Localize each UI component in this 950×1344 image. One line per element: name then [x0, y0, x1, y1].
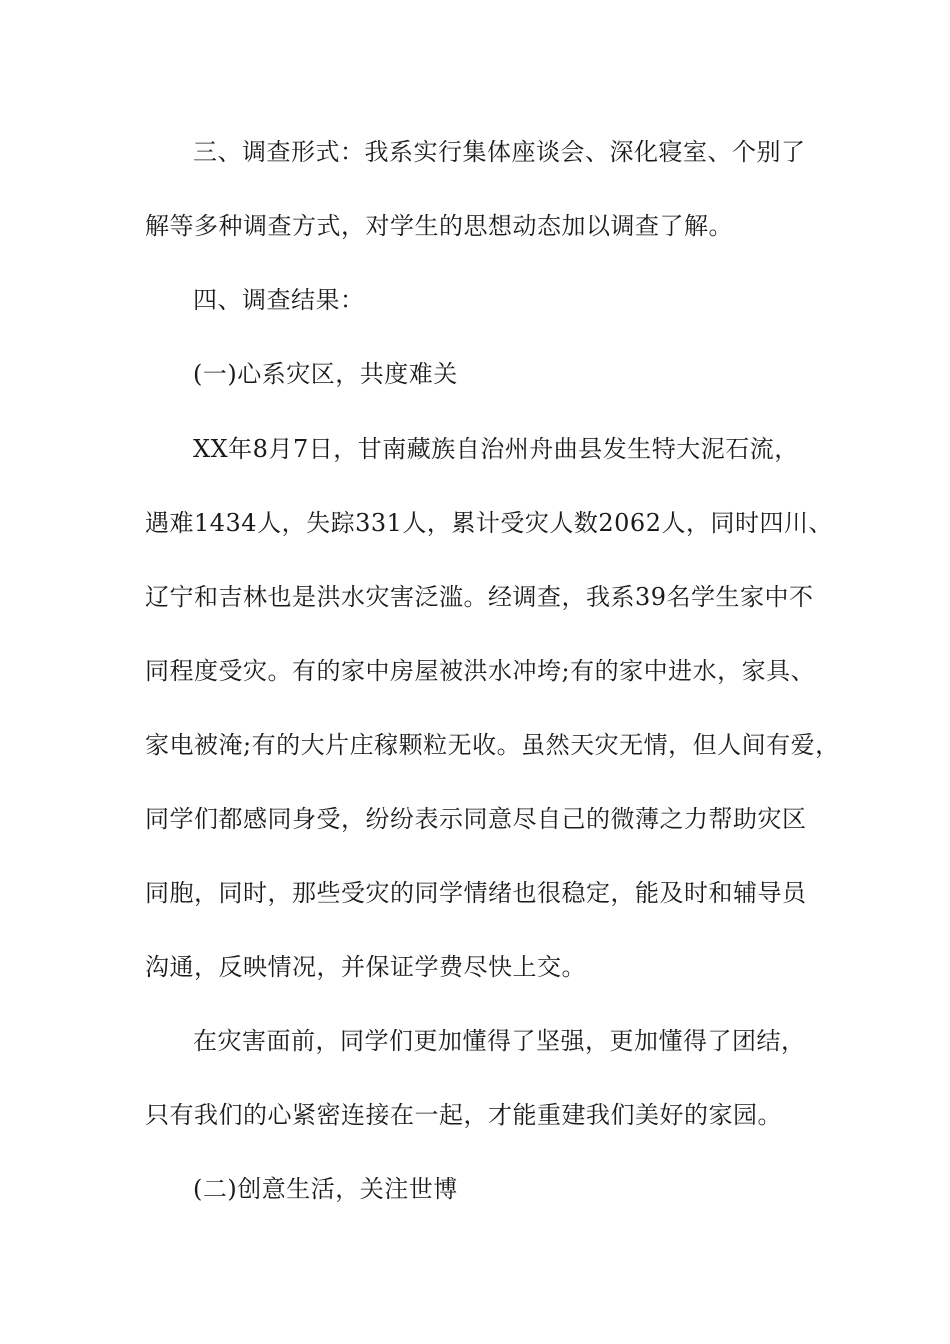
text-line-casualties: 遇难1434人，失踪331人，累计受灾人数2062人，同时四川、: [145, 509, 833, 537]
subheading-expo: (二)创意生活，关注世博: [193, 1175, 458, 1203]
text-line-survey-form: 三、调查形式：我系实行集体座谈会、深化寝室、个别了: [193, 138, 806, 166]
subheading-disaster-area: (一)心系灾区，共度难关: [193, 360, 458, 388]
text-line-damage: 同程度受灾。有的家中房屋被洪水冲垮;有的家中进水，家具、: [145, 657, 816, 685]
text-line-strength: 在灾害面前，同学们更加懂得了坚强，更加懂得了团结，: [193, 1027, 806, 1055]
text-line-communication: 沟通，反映情况，并保证学费尽快上交。: [145, 953, 586, 981]
text-line-support: 同学们都感同身受，纷纷表示同意尽自己的微薄之力帮助灾区: [145, 805, 807, 833]
section-heading-results: 四、调查结果：: [193, 286, 365, 314]
text-line-rebuild: 只有我们的心紧密连接在一起，才能重建我们美好的家园。: [145, 1101, 782, 1129]
text-line-stable: 同胞，同时，那些受灾的同学情绪也很稳定，能及时和辅导员: [145, 879, 807, 907]
text-line-mudslide: XX年8月7日，甘南藏族自治州舟曲县发生特大泥石流，: [193, 435, 799, 463]
text-line-crops: 家电被淹;有的大片庄稼颗粒无收。虽然天灾无情，但人间有爱，: [145, 731, 840, 759]
text-line-floods: 辽宁和吉林也是洪水灾害泛滥。经调查，我系39名学生家中不: [145, 583, 814, 611]
text-line-survey-form-cont: 解等多种调查方式，对学生的思想动态加以调查了解。: [145, 212, 733, 240]
